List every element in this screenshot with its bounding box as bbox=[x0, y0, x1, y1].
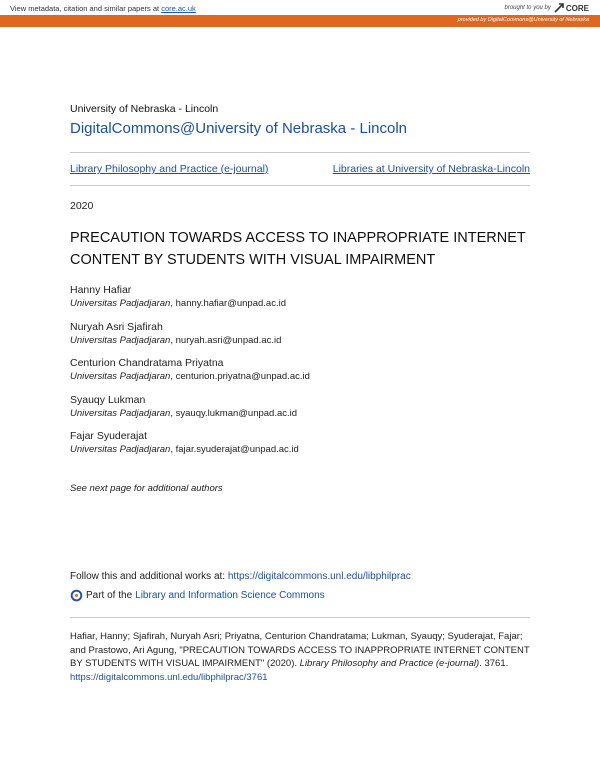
affiliation-name: Universitas Padjadjaran bbox=[70, 334, 171, 346]
follow-link[interactable]: https://digitalcommons.unl.edu/libphilprac bbox=[227, 571, 411, 582]
author-affiliation: Universitas Padjadjaran, hanny.hafiar@unpad.ac.id bbox=[70, 298, 286, 309]
author-email: syauqy.lukman@unpad.ac.id bbox=[175, 407, 298, 419]
see-next-page-note: See next page for additional authors bbox=[70, 483, 223, 494]
author-name: Fajar Syuderajat bbox=[70, 430, 148, 442]
recommended-citation bbox=[70, 630, 540, 684]
citation-number: . 3761. bbox=[479, 658, 509, 669]
bepress-network-icon bbox=[70, 589, 83, 602]
author-entry bbox=[70, 429, 530, 466]
author-email: hanny.hafiar@unpad.ac.id bbox=[175, 298, 286, 309]
author-name: Nuryah Asri Sjafirah bbox=[70, 320, 163, 333]
author-affiliation: Universitas Padjadjaran, nuryah.asri@unpad.ac.id bbox=[70, 334, 282, 346]
provided-by-text: provided by DigitalCommons@University of Nebraska bbox=[457, 17, 589, 23]
follow-line bbox=[70, 571, 411, 582]
affiliation-name: Universitas Padjadjaran bbox=[70, 371, 171, 382]
author-entry bbox=[70, 320, 530, 357]
author-affiliation: Universitas Padjadjaran, syauqy.lukman@unpad.ac.id bbox=[70, 407, 298, 419]
part-of-line bbox=[70, 589, 325, 602]
repository-link[interactable]: DigitalCommons@University of Nebraska - Lincoln bbox=[70, 120, 408, 137]
core-metadata-text bbox=[10, 4, 196, 13]
core-logo[interactable] bbox=[554, 3, 589, 13]
author-email: centurion.priyatna@unpad.ac.id bbox=[175, 371, 310, 382]
series-link-libraries[interactable]: Libraries at University of Nebraska-Lincoln bbox=[332, 163, 530, 175]
author-entry bbox=[70, 283, 530, 320]
divider-top bbox=[70, 152, 530, 153]
citation-text: Hafiar, Hanny; Sjafirah, Nuryah Asri; Priyatna, Centurion Chandratama; Lukman, Syauqy; Syuderajat, Fajar; and Prastowo, Ari Agung, "PRECAUTION TOWARDS ACCESS TO INAPPROPRIATE INTERNET CONTENT BY STUDENTS WITH VISUAL IMPAIRMENT" (2020). bbox=[70, 631, 530, 669]
author-email: nuryah.asri@unpad.ac.id bbox=[175, 334, 282, 346]
core-logo-label: CORE bbox=[565, 3, 589, 13]
affiliation-name: Universitas Padjadjaran bbox=[70, 407, 171, 419]
core-banner bbox=[0, 0, 600, 28]
core-top-strip bbox=[0, 0, 600, 15]
citation-journal: Library Philosophy and Practice (e-journal) bbox=[299, 658, 480, 669]
core-provider-bar bbox=[0, 15, 600, 27]
document-title: PRECAUTION TOWARDS ACCESS TO INAPPROPRIATE INTERNET CONTENT BY STUDENTS WITH VISUAL IMPAIRMENT bbox=[70, 230, 526, 268]
author-entry bbox=[70, 393, 530, 430]
citation-link[interactable]: https://digitalcommons.unl.edu/libphilprac/3761 bbox=[70, 671, 268, 683]
core-logo-icon bbox=[554, 3, 564, 13]
divider-series bbox=[70, 185, 530, 186]
core-metadata-label: View metadata, citation and similar papers at bbox=[10, 4, 160, 13]
publication-year: 2020 bbox=[70, 200, 94, 212]
divider-bottom bbox=[70, 617, 530, 618]
institution-name: University of Nebraska - Lincoln bbox=[70, 103, 219, 115]
core-brand bbox=[505, 3, 590, 13]
affiliation-name: Universitas Padjadjaran bbox=[70, 444, 171, 455]
commons-link[interactable]: Library and Information Science Commons bbox=[135, 590, 325, 601]
author-affiliation: Universitas Padjadjaran, centurion.priyatna@unpad.ac.id bbox=[70, 371, 310, 382]
affiliation-name: Universitas Padjadjaran bbox=[70, 298, 171, 309]
core-link[interactable]: core.ac.uk bbox=[161, 4, 196, 13]
author-email: fajar.syuderajat@unpad.ac.id bbox=[175, 444, 299, 455]
brought-by-text: brought to you by bbox=[504, 5, 551, 11]
follow-label: Follow this and additional works at: bbox=[70, 571, 226, 582]
author-entry bbox=[70, 356, 530, 393]
author-affiliation: Universitas Padjadjaran, fajar.syuderajat@unpad.ac.id bbox=[70, 444, 299, 455]
author-name: Hanny Hafiar bbox=[70, 284, 132, 296]
series-link-journal[interactable]: Library Philosophy and Practice (e-journal) bbox=[70, 163, 269, 175]
author-list bbox=[70, 283, 530, 466]
author-name: Syauqy Lukman bbox=[70, 393, 146, 406]
author-name: Centurion Chandratama Priyatna bbox=[70, 357, 224, 369]
part-of-label: Part of the bbox=[86, 590, 133, 601]
